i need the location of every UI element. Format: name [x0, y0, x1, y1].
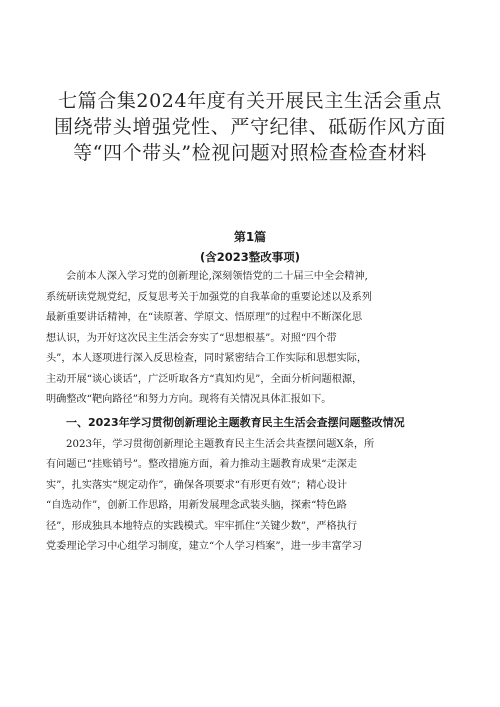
text-line: 径”，形成独具本地特点的实践模式。牢牢抓住“关键少数”，严格执行	[46, 520, 358, 532]
text-line: 想认识，为开好这次民主生活会夯实了“思想根基”。对照“四个带	[46, 332, 337, 344]
text-line: 实”，扎实落实“规定动作”，确保各项要求“有形更有效”；精心设计	[46, 479, 348, 491]
text-line: 明确整改“靶向路径”和努力方向。现将有关情况具体汇报如下。	[46, 394, 332, 405]
text-line: 系统研读党规党纪，反复思考关于加强党的自我革命的重要论述以及系列	[46, 291, 372, 303]
text-line: 会前本人深入学习党的创新理论,深刻领悟党的二十届三中全会精神,	[66, 271, 368, 282]
text-line: 头”，本人逐项进行深入反思检查，同时紧密结合工作实际和思想实际，	[46, 353, 368, 364]
text-line: “自选动作”，创新工作思路，用新发展理念武装头脑，探索“特色路	[46, 500, 347, 511]
title-line: 围绕带头增强党性、严守纪律、砥砺作风方面	[53, 116, 446, 138]
title-line: 七篇合集2024年度有关开展民主生活会重点	[58, 90, 442, 112]
document-title	[46, 0, 454, 166]
text-line: 党委理论学习中心组学习制度，建立“个人学习档案”，进一步丰富学习	[46, 541, 363, 552]
text-line: 2023年，学习贯彻创新理论主题教育民主生活会共查摆问题X条，所	[66, 438, 375, 450]
text-line: 主动开展“谈心谈话”，广泛听取各方“真知灼见”，全面分析问题根源，	[46, 373, 363, 385]
text-line: 最新重要讲话精神，在“读原著、学原文、悟原理”的过程中不断深化思	[46, 312, 363, 323]
subsection-heading: 一、2023年学习贯彻创新理论主题教育民主生活会查摆问题整改情况	[66, 415, 405, 429]
rectification-paragraph	[46, 435, 454, 558]
section-heading: 第1篇	[233, 230, 267, 244]
intro-paragraph	[46, 267, 454, 411]
section-subheading: (含2023整改事项)	[199, 250, 301, 264]
title-line: 等“四个带头”检视问题对照检查检查材料	[73, 142, 427, 164]
text-line: 有问题已“挂账销号”。整改措施方面，着力推动主题教育成果“走深走	[46, 459, 358, 470]
